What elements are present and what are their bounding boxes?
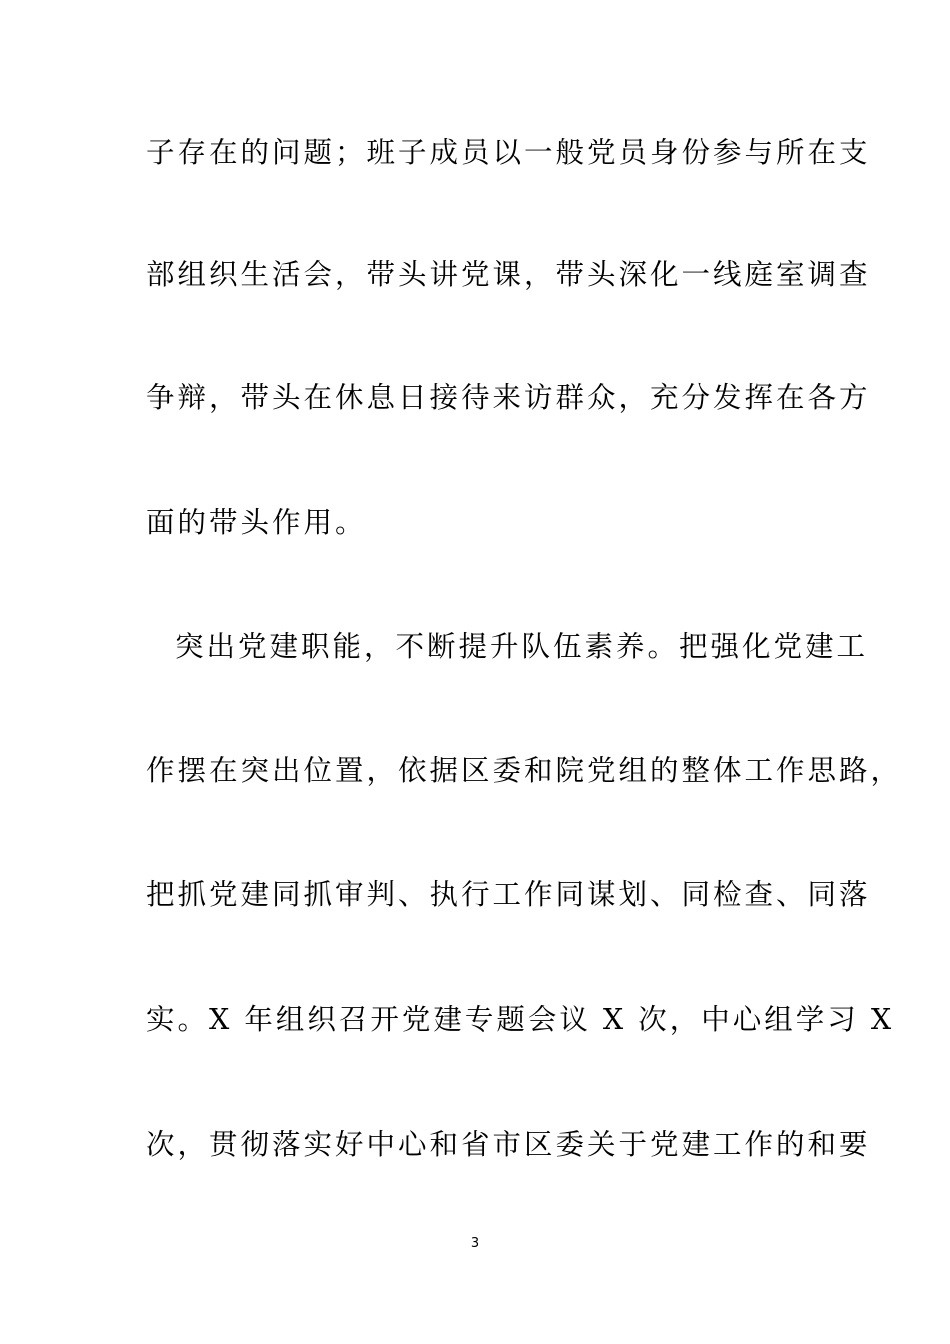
body-text-line: 子存在的问题；班子成员以一般党员身份参与所在支	[146, 136, 871, 169]
paragraph-first-line: 突出党建职能，不断提升队伍素养。把强化党建工	[175, 630, 869, 663]
page-number: 3	[470, 1236, 480, 1251]
body-text-line: 实。X 年组织召开党建专题会议 X 次，中心组学习 X	[146, 1003, 895, 1036]
body-text-line: 面的带头作用。	[146, 506, 367, 539]
body-text-line: 争辩，带头在休息日接待来访群众，充分发挥在各方	[146, 381, 871, 414]
body-text-line: 作摆在突出位置，依据区委和院党组的整体工作思路，	[146, 754, 903, 787]
body-text-line: 把抓党建同抓审判、执行工作同谋划、同检查、同落	[146, 878, 871, 911]
body-text-line: 次，贯彻落实好中心和省市区委关于党建工作的和要	[146, 1128, 871, 1161]
body-text-line: 部组织生活会，带头讲党课，带头深化一线庭室调查	[146, 258, 871, 291]
